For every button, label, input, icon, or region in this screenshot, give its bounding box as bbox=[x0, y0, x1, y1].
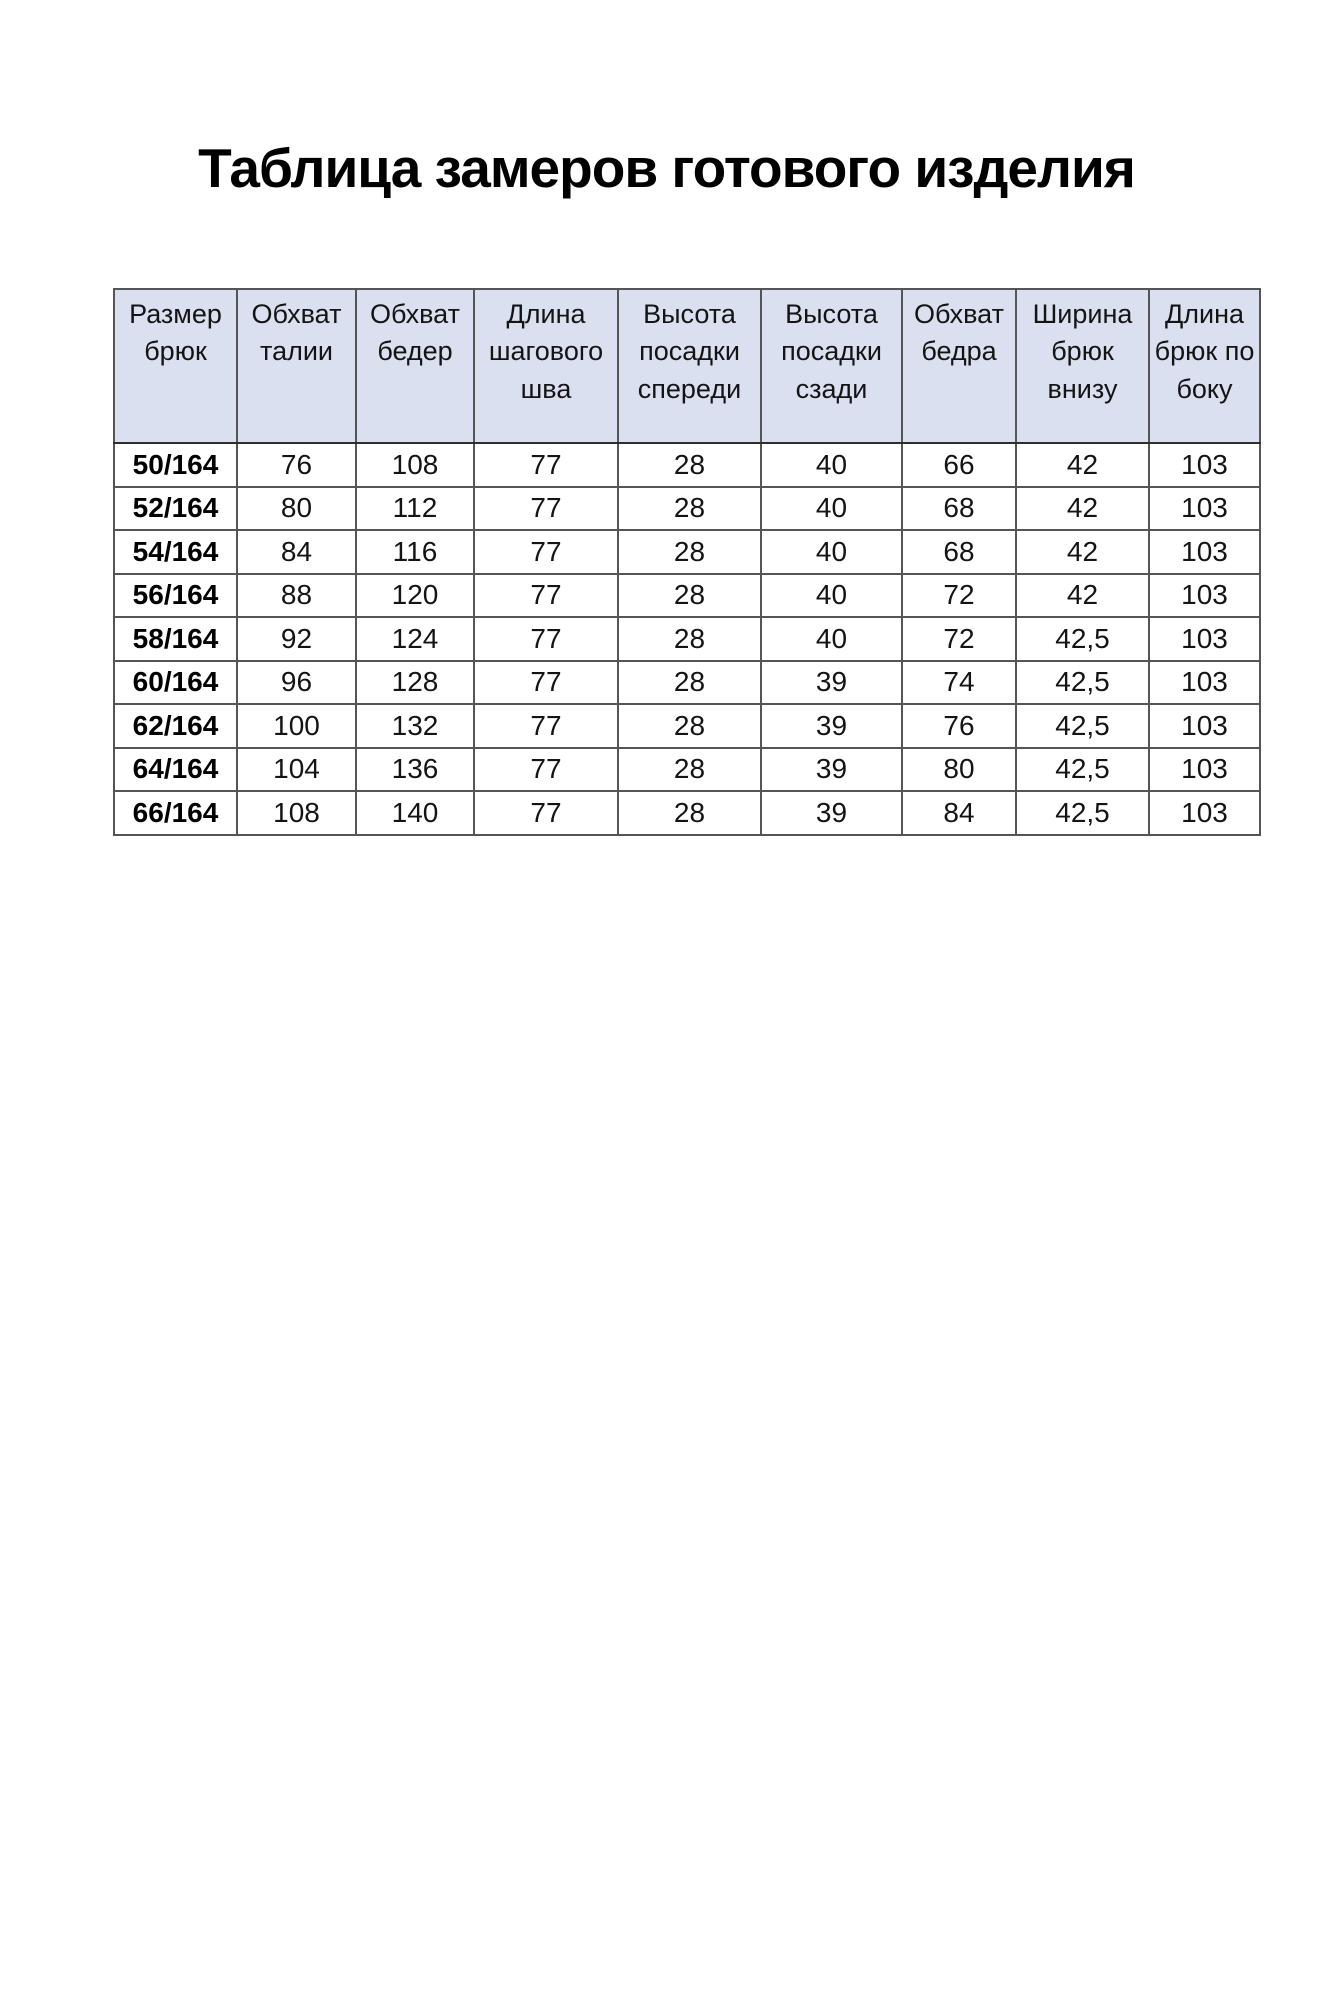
measurement-cell: 120 bbox=[356, 574, 474, 618]
measurement-cell: 74 bbox=[902, 661, 1016, 705]
measurement-cell: 103 bbox=[1149, 704, 1260, 748]
measurement-cell: 39 bbox=[761, 748, 902, 792]
measurement-cell: 40 bbox=[761, 617, 902, 661]
measurement-cell: 66 bbox=[902, 443, 1016, 487]
measurement-cell: 108 bbox=[237, 791, 356, 835]
measurement-cell: 136 bbox=[356, 748, 474, 792]
measurement-cell: 132 bbox=[356, 704, 474, 748]
size-cell: 50/164 bbox=[114, 443, 237, 487]
table-row bbox=[114, 530, 1260, 574]
measurement-cell: 28 bbox=[618, 530, 761, 574]
measurement-cell: 80 bbox=[902, 748, 1016, 792]
table-row bbox=[114, 574, 1260, 618]
size-cell: 64/164 bbox=[114, 748, 237, 792]
measurement-cell: 128 bbox=[356, 661, 474, 705]
measurement-cell: 40 bbox=[761, 574, 902, 618]
measurement-cell: 103 bbox=[1149, 530, 1260, 574]
measurement-cell: 40 bbox=[761, 530, 902, 574]
column-header: Ширина брюк внизу bbox=[1016, 289, 1149, 443]
size-cell: 52/164 bbox=[114, 487, 237, 531]
measurement-cell: 77 bbox=[474, 443, 618, 487]
measurement-cell: 103 bbox=[1149, 617, 1260, 661]
table-row bbox=[114, 748, 1260, 792]
measurement-cell: 76 bbox=[237, 443, 356, 487]
measurement-cell: 88 bbox=[237, 574, 356, 618]
measurement-cell: 28 bbox=[618, 661, 761, 705]
measurement-cell: 80 bbox=[237, 487, 356, 531]
measurement-cell: 77 bbox=[474, 574, 618, 618]
measurement-cell: 28 bbox=[618, 487, 761, 531]
column-header: Размер брюк bbox=[114, 289, 237, 443]
measurement-cell: 42,5 bbox=[1016, 617, 1149, 661]
measurement-cell: 39 bbox=[761, 661, 902, 705]
column-header: Обхват бедер bbox=[356, 289, 474, 443]
measurement-cell: 77 bbox=[474, 748, 618, 792]
measurement-cell: 103 bbox=[1149, 661, 1260, 705]
measurement-cell: 28 bbox=[618, 748, 761, 792]
size-cell: 56/164 bbox=[114, 574, 237, 618]
measurement-cell: 100 bbox=[237, 704, 356, 748]
header-row bbox=[114, 289, 1260, 443]
measurement-cell: 40 bbox=[761, 443, 902, 487]
measurement-cell: 103 bbox=[1149, 574, 1260, 618]
measurement-cell: 42 bbox=[1016, 443, 1149, 487]
measurement-cell: 72 bbox=[902, 617, 1016, 661]
measurement-cell: 77 bbox=[474, 791, 618, 835]
measurement-cell: 42 bbox=[1016, 487, 1149, 531]
table-body bbox=[114, 443, 1260, 835]
column-header: Длина шагового шва bbox=[474, 289, 618, 443]
measurement-cell: 108 bbox=[356, 443, 474, 487]
measurement-cell: 77 bbox=[474, 704, 618, 748]
table-row bbox=[114, 704, 1260, 748]
measurement-cell: 116 bbox=[356, 530, 474, 574]
measurement-cell: 103 bbox=[1149, 791, 1260, 835]
measurement-cell: 84 bbox=[902, 791, 1016, 835]
table-header bbox=[114, 289, 1260, 443]
measurement-cell: 68 bbox=[902, 487, 1016, 531]
measurement-cell: 72 bbox=[902, 574, 1016, 618]
measurement-cell: 77 bbox=[474, 487, 618, 531]
table-row bbox=[114, 661, 1260, 705]
measurement-cell: 28 bbox=[618, 574, 761, 618]
measurement-cell: 124 bbox=[356, 617, 474, 661]
measurement-cell: 103 bbox=[1149, 748, 1260, 792]
measurement-cell: 42,5 bbox=[1016, 661, 1149, 705]
size-cell: 66/164 bbox=[114, 791, 237, 835]
table-row bbox=[114, 443, 1260, 487]
measurement-cell: 42,5 bbox=[1016, 791, 1149, 835]
measurement-cell: 103 bbox=[1149, 443, 1260, 487]
column-header: Высота посадки спереди bbox=[618, 289, 761, 443]
table-row bbox=[114, 617, 1260, 661]
measurement-cell: 39 bbox=[761, 791, 902, 835]
measurement-cell: 42,5 bbox=[1016, 704, 1149, 748]
measurement-cell: 77 bbox=[474, 661, 618, 705]
measurements-table bbox=[113, 288, 1261, 836]
measurement-cell: 77 bbox=[474, 530, 618, 574]
measurement-cell: 103 bbox=[1149, 487, 1260, 531]
column-header: Обхват талии bbox=[237, 289, 356, 443]
size-cell: 54/164 bbox=[114, 530, 237, 574]
measurement-cell: 28 bbox=[618, 617, 761, 661]
measurement-cell: 112 bbox=[356, 487, 474, 531]
column-header: Высота посадки сзади bbox=[761, 289, 902, 443]
measurement-cell: 42 bbox=[1016, 574, 1149, 618]
column-header: Длина брюк по боку bbox=[1149, 289, 1260, 443]
size-cell: 60/164 bbox=[114, 661, 237, 705]
measurement-cell: 76 bbox=[902, 704, 1016, 748]
measurement-cell: 96 bbox=[237, 661, 356, 705]
measurement-cell: 40 bbox=[761, 487, 902, 531]
measurement-cell: 42,5 bbox=[1016, 748, 1149, 792]
size-cell: 62/164 bbox=[114, 704, 237, 748]
measurement-cell: 28 bbox=[618, 791, 761, 835]
table-row bbox=[114, 487, 1260, 531]
measurement-cell: 68 bbox=[902, 530, 1016, 574]
table-row bbox=[114, 791, 1260, 835]
measurement-cell: 140 bbox=[356, 791, 474, 835]
measurement-cell: 84 bbox=[237, 530, 356, 574]
measurement-cell: 92 bbox=[237, 617, 356, 661]
measurement-cell: 28 bbox=[618, 704, 761, 748]
measurement-cell: 104 bbox=[237, 748, 356, 792]
measurement-cell: 77 bbox=[474, 617, 618, 661]
size-cell: 58/164 bbox=[114, 617, 237, 661]
page-title: Таблица замеров готового изделия bbox=[198, 137, 1135, 199]
measurement-cell: 28 bbox=[618, 443, 761, 487]
measurement-cell: 42 bbox=[1016, 530, 1149, 574]
measurement-cell: 39 bbox=[761, 704, 902, 748]
column-header: Обхват бедра bbox=[902, 289, 1016, 443]
